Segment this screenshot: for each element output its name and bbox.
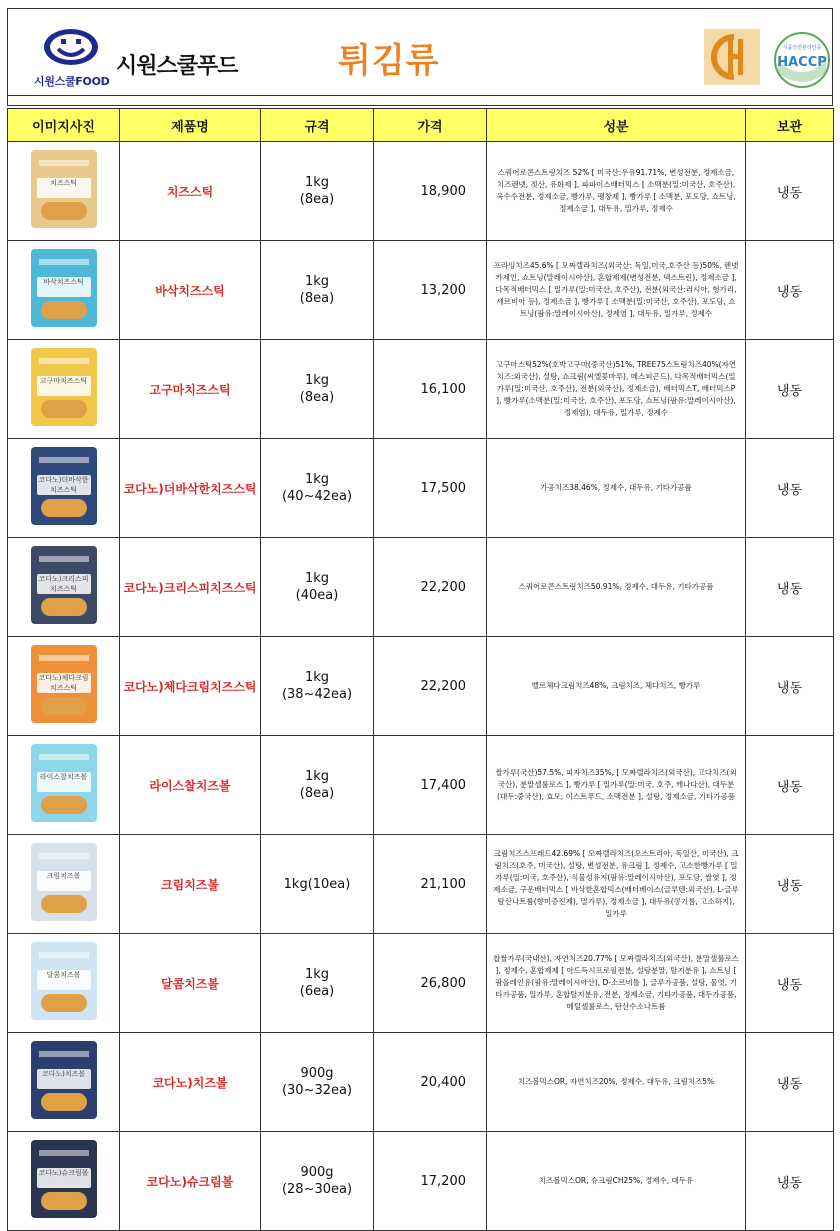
spec-count: (8ea) [299, 192, 335, 207]
product-photo [31, 645, 97, 723]
page-title: 튀김류 [338, 41, 440, 81]
table-row [8, 637, 834, 736]
product-name: 코다노)더바삭한치즈스틱 [120, 439, 261, 538]
company-emblem-icon [704, 29, 760, 85]
product-ingredients: 스쿼어로콘스트링치즈 52% [ 미국산:우유91.71%, 변성전분, 정제소금, 치즈렌넷, 젖산, 유화제 ], 파파이스배터믹스 [ 소맥분(밀:미국산, 호주산), 옥수수전분, 정제소금, 빵가루, 팽창제 ], 빵가루 [ 소맥분, 포도당, 쇼트닝, 정제소금 ], 대두유, 밀가루, 정제수 [487, 142, 746, 241]
product-storage: 냉동 [746, 1132, 834, 1231]
spec-weight: 1kg [304, 274, 330, 289]
table-row [8, 934, 834, 1033]
product-ingredients: 쌀가루(국산)57.5%, 피자치즈35%, [ 모짜렐라치즈(외국산), 고다치즈(외국산), 분말셀룰로스 ], 빵가루 [ 밀가루(밀:미국, 호주, 캐나다산), 대두분(대두:중국산), 효모, 이스트푸드, 소맥전분 ], 설탕, 정제소금, 기타가공품 [487, 736, 746, 835]
spec-count: (8ea) [299, 291, 335, 306]
product-photo [31, 1041, 97, 1119]
spec-weight: 1kg [304, 571, 330, 586]
product-storage: 냉동 [746, 736, 834, 835]
col-header-name: 제품명 [120, 109, 261, 142]
spec-weight: 900g [300, 1165, 334, 1180]
product-photo-label: 코다노)슈크림볼 [37, 1168, 91, 1188]
table-row [8, 439, 834, 538]
product-name: 고구마치즈스틱 [120, 340, 261, 439]
product-spec [261, 637, 374, 736]
spec-count: (30~32ea) [281, 1083, 353, 1098]
spec-count: (8ea) [299, 786, 335, 801]
product-price: 16,100 [374, 340, 487, 439]
product-photo-label: 크림치즈볼 [37, 871, 91, 891]
product-price: 22,200 [374, 637, 487, 736]
table-row [8, 340, 834, 439]
product-image-cell [8, 637, 120, 736]
product-spec [261, 1033, 374, 1132]
spec-count: (38~42ea) [281, 687, 353, 702]
smile-logo-icon [42, 27, 100, 67]
product-photo-label: 라이스찰치즈볼 [37, 772, 91, 792]
product-price: 22,200 [374, 538, 487, 637]
spec-count: (40~42ea) [281, 489, 353, 504]
product-ingredients: 가공치즈38.46%, 정제수, 대두유, 기타가공품 [487, 439, 746, 538]
spec-count: (28~30ea) [281, 1182, 353, 1197]
product-photo [31, 942, 97, 1020]
product-photo-label: 치즈스틱 [37, 178, 91, 198]
product-photo-label: 코다노)체다크림치즈스틱 [38, 674, 89, 692]
product-photo-label: 고구마치즈스틱 [37, 376, 91, 396]
product-ingredients: 치즈볼믹스OR, 자연치즈20%, 정제수, 대두유, 크림치즈5% [487, 1033, 746, 1132]
table-header-row [8, 109, 834, 142]
product-image-cell [8, 142, 120, 241]
product-photo [31, 249, 97, 327]
product-price: 26,800 [374, 934, 487, 1033]
product-name: 바삭치즈스틱 [120, 241, 261, 340]
product-name: 코다노)크리스피치즈스틱 [120, 538, 261, 637]
product-name: 코다노)치즈볼 [120, 1033, 261, 1132]
logo-subtext: 시원스쿨FOOD [34, 75, 110, 88]
product-spec [261, 736, 374, 835]
spec-weight: 1kg [304, 670, 330, 685]
spec-weight: 1kg [304, 769, 330, 784]
product-ingredients: 고구마스틱52%(호박고구마(중국산)51%, TREE75스트링치즈40%(자연치즈:외국산), 설탕, 쇼크림(씨엘꽃마루), 메스피곤드), 다목적배터믹스(밀가루(밀:미국산, 호주산), 전분(외국산), 정제소금), 배터믹스T, 배터믹스P ], 빵가루(소맥분(밀:미국산, 호주산), 포도당, 쇼트닝(팜유:말레이시아산), 정제염), 대두유, 밀가루, 정제수 [487, 340, 746, 439]
product-spec [261, 142, 374, 241]
product-name: 코다노)슈크림볼 [120, 1132, 261, 1231]
product-storage: 냉동 [746, 439, 834, 538]
haccp-badge [772, 31, 832, 89]
product-ingredients: 스쿼어로콘스트링치즈50.91%, 정제수, 대두유, 기타가공품 [487, 538, 746, 637]
col-header-ingredients: 성분 [487, 109, 746, 142]
product-photo [31, 348, 97, 426]
product-storage: 냉동 [746, 241, 834, 340]
product-image-cell [8, 1132, 120, 1231]
table-row [8, 1033, 834, 1132]
product-storage: 냉동 [746, 835, 834, 934]
spec-weight: 1kg [304, 472, 330, 487]
product-image-cell [8, 736, 120, 835]
product-ingredients: 벨르체다크림치즈48%, 크림치즈, 체다치즈, 빵가루 [487, 637, 746, 736]
product-spec [261, 934, 374, 1033]
product-photo [31, 447, 97, 525]
product-spec [261, 241, 374, 340]
product-price: 17,200 [374, 1132, 487, 1231]
table-row [8, 538, 834, 637]
product-spec [261, 340, 374, 439]
table-row [8, 241, 834, 340]
product-image-cell [8, 934, 120, 1033]
document-header [7, 8, 833, 96]
product-price: 20,400 [374, 1033, 487, 1132]
product-photo [31, 1140, 97, 1218]
product-photo [31, 546, 97, 624]
product-photo-label: 코다노)더바삭한치즈스틱 [38, 476, 89, 494]
spec-weight: 1kg [304, 373, 330, 388]
col-header-image: 이미지사진 [8, 109, 120, 142]
product-storage: 냉동 [746, 340, 834, 439]
product-storage: 냉동 [746, 142, 834, 241]
product-image-cell [8, 835, 120, 934]
product-price: 13,200 [374, 241, 487, 340]
product-image-cell [8, 241, 120, 340]
table-row [8, 736, 834, 835]
product-storage: 냉동 [746, 1033, 834, 1132]
product-spec [261, 538, 374, 637]
product-price: 17,500 [374, 439, 487, 538]
table-row [8, 1132, 834, 1231]
spec-count: (6ea) [299, 984, 335, 999]
col-header-price: 가격 [374, 109, 487, 142]
product-storage: 냉동 [746, 637, 834, 736]
spec-weight: 1kg(10ea) [283, 876, 351, 892]
product-name: 라이스찰치즈볼 [120, 736, 261, 835]
product-name: 치즈스틱 [120, 142, 261, 241]
product-photo-label: 코다노)크리스피치즈스틱 [38, 575, 89, 593]
product-table [7, 108, 834, 1231]
spec-count: (40ea) [295, 588, 339, 603]
haccp-subtext: 식품안전관리인증 [782, 45, 822, 51]
haccp-circle-icon [772, 31, 832, 89]
product-photo [31, 843, 97, 921]
product-name: 코다노)체다크림치즈스틱 [120, 637, 261, 736]
product-photo-label: 코다노)치즈볼 [37, 1069, 91, 1089]
product-storage: 냉동 [746, 538, 834, 637]
product-photo [31, 150, 97, 228]
spec-weight: 1kg [304, 175, 330, 190]
product-ingredients: 크림치즈스프레드42.69% [ 모짜렐라치즈(오스트리아, 독일산, 미국산), 크림치즈(호주, 미국산), 설탕, 변성전분, 유크림 ], 정제수, 고소한빵가루 [ 밀가루(밀:미국, 호주산), 식물성유지(팜유:말레이시아산), 포도당, 쌀엿 ], 정제소금, 구운배터믹스 [ 바삭한혼합믹스(배터베이스(글루텐:외국산), L-글루탐산나트륨(향미증진제), 밀가루), 정제소금 ], 대두유(콩기름, 고소하지), 밀가루 [487, 835, 746, 934]
product-image-cell [8, 340, 120, 439]
product-ingredients: 프라잉치즈45.6% [ 모짜렐라치즈(외국산: 독일,미국,호주산 등)50%, 렌넷카제인, 쇼트닝(말레이시아산), 혼합제제(변성전분, 덱스트린), 정제소금 ], 다목적배터믹스 [ 밀가루(밀:미국산, 호주산), 전분(외국산:러시아, 헝가리, 세르비아 등), 정제소금 ], 빵가루 [ 소맥분(밀:미국산, 호주산), 포도당, 쇼트닝(팜유:말레이시아산), 정제염 ], 대두유, 밀가루, 정제수 [487, 241, 746, 340]
product-image-cell [8, 439, 120, 538]
spec-weight: 1kg [304, 967, 330, 982]
product-name: 크림치즈볼 [120, 835, 261, 934]
product-photo-label: 바삭치즈스틱 [37, 277, 91, 297]
product-ingredients: 찹쌀가루(국내산), 자연치즈20.77% [ 모짜렐라치즈(외국산), 분말셀룰로스 ], 정제수, 혼합제제 [ 아드득시프로필전분, 설탕분말, 탈지분유 ], 쇼트닝 [ 팜올레인유(팜유:말레이시아산), D-소르비톨 ], 글루가공품, 설탕, 물엿, 기타가공품, 밀가루, 혼합탈지분유, 전분, 정제소금, 기타가공품, 대두가공품, 메틸셀룰로스, 탄산수소나트륨 [487, 934, 746, 1033]
product-spec [261, 835, 374, 934]
product-ingredients: 치즈볼믹스OR, 슈크림CH25%, 정제수, 대두유 [487, 1132, 746, 1231]
product-name: 달콤치즈볼 [120, 934, 261, 1033]
brand-name: 시원스쿨푸드 [116, 54, 238, 79]
product-photo [31, 744, 97, 822]
header-spacer-bar [7, 96, 833, 106]
col-header-storage: 보관 [746, 109, 834, 142]
product-image-cell [8, 1033, 120, 1132]
product-image-cell [8, 538, 120, 637]
product-spec [261, 439, 374, 538]
col-header-spec: 규격 [261, 109, 374, 142]
spec-count: (8ea) [299, 390, 335, 405]
product-price: 21,100 [374, 835, 487, 934]
table-row [8, 142, 834, 241]
spec-weight: 900g [300, 1066, 334, 1081]
product-spec [261, 1132, 374, 1231]
table-row [8, 835, 834, 934]
product-price: 18,900 [374, 142, 487, 241]
product-photo-label: 달콤치즈볼 [37, 970, 91, 990]
haccp-label: HACCP [777, 55, 827, 70]
product-storage: 냉동 [746, 934, 834, 1033]
product-price: 17,400 [374, 736, 487, 835]
